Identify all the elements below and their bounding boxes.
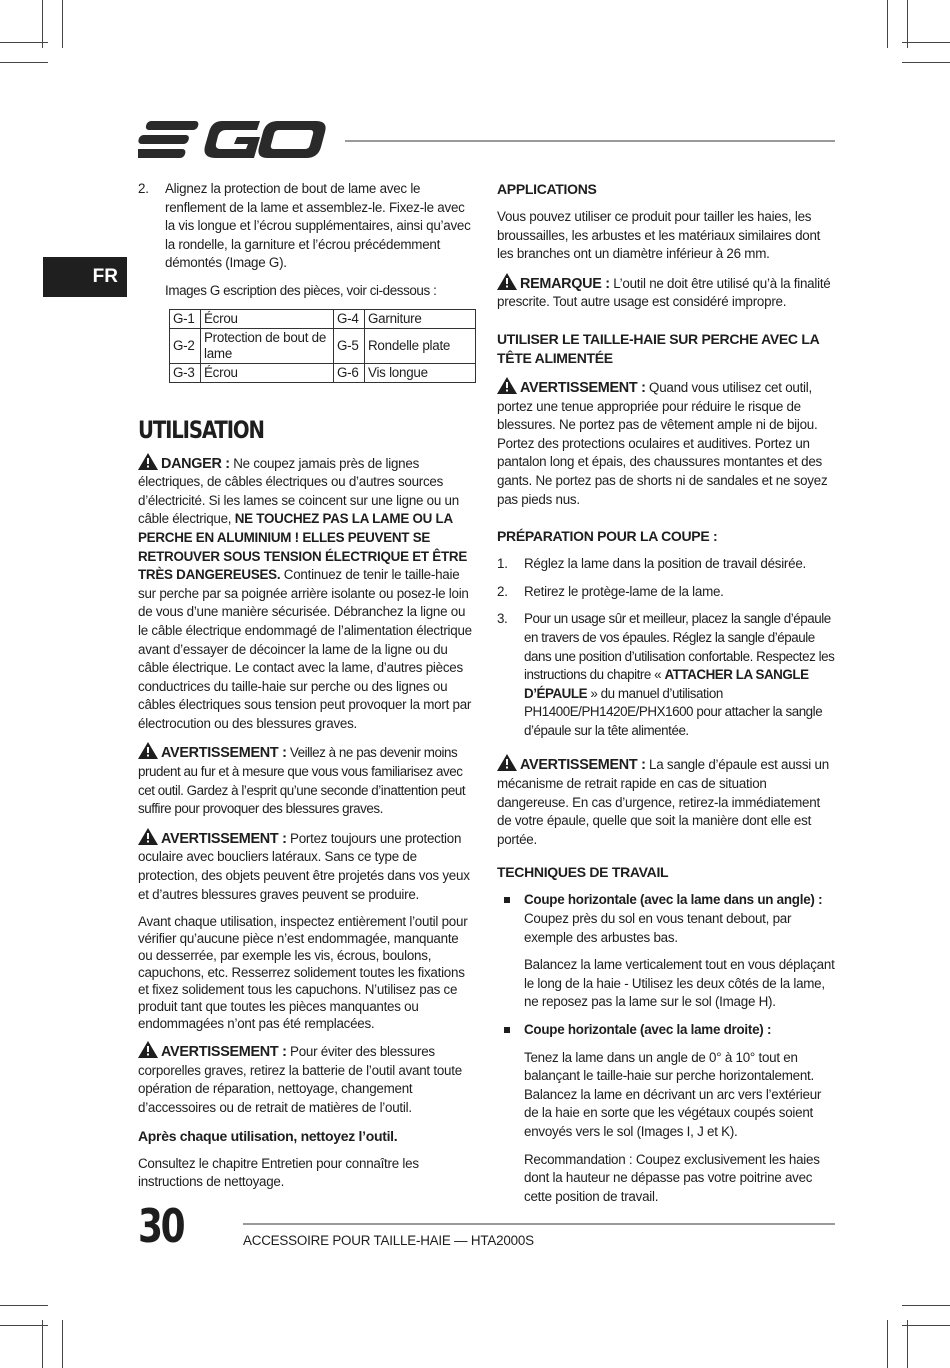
footer-title: ACCESSOIRE POUR TAILLE-HAIE — HTA2000S: [243, 1233, 534, 1248]
section-title: UTILISATION: [138, 415, 264, 444]
crop-mark: [0, 62, 48, 63]
warning-text: Veillez à ne pas devenir moins prudent au fur et à mesure que vous vous familiarisez avec cet outil. Gardez à l’esprit qu’une seconde d’inattention peut suffire pour provoquer des blessures graves.: [138, 745, 466, 817]
step-text: Retirez le protège-lame de la lame.: [524, 583, 724, 599]
table-cell: Vis longue: [365, 363, 476, 382]
crop-mark: [0, 1325, 48, 1326]
warning-triangle-icon: [497, 754, 517, 771]
step-text-part: Pour un usage sûr et meilleur, placez la sangle d’épaule en travers de vos épaules. Réglez la sangle d’épaule dans une position d’utilisation confortable. Respectez les instructions du chapitre «: [524, 611, 835, 683]
note-text: L’outil ne doit être utilisé qu’à la finalité prescrite. Tout autre usage est considéré impropre.: [497, 275, 831, 310]
step-number: 1.: [497, 556, 508, 572]
table-row: [170, 363, 476, 382]
danger-label: DANGER :: [161, 455, 230, 472]
table-cell: Protection de bout de lame: [201, 328, 334, 363]
step-text: Alignez la protection de bout de lame avec le renflement de la lame et assemblez-le. Fixez-le avec la vis longue et l’écrou supplémentaires, ainsi qu’avec la rondelle, la garniture et l’écrou précédemment démontés (Image G).: [165, 181, 471, 271]
warning-label: AVERTISSEMENT :: [161, 830, 287, 847]
step-text: Réglez la lame dans la position de travail désirée.: [524, 556, 807, 572]
warning-text: Portez toujours une protection oculaire avec boucliers latéraux. Sans ce type de protection, des objets peuvent être projetés dans vos yeux et d’autres blessures graves peuvent se produire.: [138, 830, 470, 902]
prep-step-1: [497, 555, 837, 574]
danger-text: Ne coupez jamais près de lignes électriques, de câbles électriques ou d’autres sources d’électricité. Si les lames se coincent sur une ligne ou un câble électrique,: [138, 455, 459, 527]
right-column: [497, 180, 837, 1215]
table-cell: G-4: [334, 309, 365, 328]
inspect-paragraph: Avant chaque utilisation, inspectez entièrement l’outil pour vérifier qu’aucune pièce n’est endommagée, manquante ou desserrée, par exemple les vis, écrous, boulons, capuchons, etc. Resserrez solidement toutes les fixations et fixez solidement tous les capuchons. N’utilisez pas ce produit tant que toutes les pièces manquantes ou endommagées n’ont pas été remplacées.: [138, 914, 468, 1032]
crop-mark: [907, 1320, 908, 1368]
ego-logo: [138, 118, 328, 162]
bullet-content: [524, 891, 837, 947]
warning-text: La sangle d’épaule est aussi un mécanisme de retrait rapide en cas de situation dangereuse. En cas d’urgence, retirez-la immédiatement de votre épaule, quelle que soit la manière dont elle est portée.: [497, 757, 829, 847]
step-number: 2.: [138, 181, 149, 196]
technique-paragraph: Balancez la lame verticalement tout en vous déplaçant le long de la haie - Utilisez les deux côtés de la lame, ne reposez pas la lame sur le sol (Image H).: [524, 957, 835, 1010]
technique-paragraph: Tenez la lame dans un angle de 0° à 10° tout en balançant le taille-haie sur perche horizontalement. Balancez la lame en décrivant un arc vers l’extérieur de la haie en sorte que les végétaux coupés soient envoyés vers le sol (Images I, J et K).: [524, 1049, 822, 1139]
crop-mark: [0, 1305, 48, 1306]
warning-notice: [138, 828, 476, 904]
step-text-part: » du manuel d’utilisation PH1400E/PH1420E/PHX1600 pour attacher la sangle d’épaule sur la tête alimentée.: [524, 685, 823, 738]
table-row: [170, 328, 476, 363]
danger-notice: [138, 453, 476, 734]
step-number: 3.: [497, 611, 508, 627]
table-cell: G-6: [334, 363, 365, 382]
crop-mark: [62, 1320, 63, 1368]
bullet-square-icon: [497, 891, 524, 947]
crop-mark: [0, 42, 48, 43]
bullet-content: [524, 1021, 837, 1040]
warning-notice: [138, 742, 476, 818]
page-number: 30: [138, 1199, 184, 1253]
warning-triangle-icon: [138, 828, 158, 845]
crop-mark: [887, 1320, 888, 1368]
table-cell: Rondelle plate: [365, 328, 476, 363]
warning-label: AVERTISSEMENT :: [520, 379, 646, 396]
table-cell: G-2: [170, 328, 201, 363]
crop-mark: [42, 1320, 43, 1368]
technique-bullet: [497, 891, 837, 947]
crop-mark: [902, 1305, 950, 1306]
crop-mark: [902, 62, 950, 63]
table-cell: G-1: [170, 309, 201, 328]
step-text: [524, 610, 837, 740]
bullet-text: Coupez près du sol en vous tenant debout, par exemple des arbustes bas.: [524, 911, 792, 945]
footer-rule: [243, 1223, 835, 1225]
header-rule: [345, 140, 835, 142]
techniques-heading: TECHNIQUES DE TRAVAIL: [497, 864, 669, 881]
crop-mark: [887, 0, 888, 48]
warning-notice: [497, 754, 837, 849]
warning-triangle-icon: [138, 742, 158, 759]
crop-mark: [902, 42, 950, 43]
step-number: 2.: [497, 583, 508, 599]
crop-mark: [902, 1325, 950, 1326]
image-caption: Images G escription des pièces, voir ci-dessous :: [165, 282, 437, 298]
applications-heading: APPLICATIONS: [497, 181, 597, 197]
table-cell: G-5: [334, 328, 365, 363]
warning-triangle-icon: [138, 453, 158, 470]
warning-notice: [138, 1041, 476, 1117]
warning-text: Quand vous utilisez cet outil, portez une tenue appropriée pour réduire le risque de blessures. Ne portez pas de vêtement ample ni de bijou. Portez des protections oculaires et auditives. Portez un pantalon long et épais, des chaussures montantes et des gants. Ne portez pas de shorts ni de sandales et ne soyez pas pieds nus.: [497, 379, 828, 507]
warning-notice: [497, 377, 837, 509]
bullet-title: Coupe horizontale (avec la lame dans un angle) :: [524, 892, 823, 908]
warning-triangle-icon: [497, 377, 517, 394]
technique-paragraph: Recommandation : Coupez exclusivement les haies dont la hauteur ne dépasse pas votre poitrine avec cette position de travail.: [524, 1151, 820, 1204]
after-use-heading: Après chaque utilisation, nettoyez l’outil.: [138, 1127, 398, 1144]
after-use-text: Consultez le chapitre Entretien pour connaître les instructions de nettoyage.: [138, 1155, 419, 1190]
use-heading: UTILISER LE TAILLE-HAIE SUR PERCHE AVEC LA TÊTE ALIMENTÉE: [497, 330, 819, 366]
table-cell: Écrou: [201, 309, 334, 328]
left-column: [138, 180, 476, 1201]
crop-mark: [907, 0, 908, 48]
warning-triangle-icon: [497, 273, 517, 290]
bullet-title: Coupe horizontale (avec la lame droite) :: [524, 1022, 772, 1037]
crop-mark: [42, 0, 43, 48]
prep-step-2: [497, 583, 837, 602]
warning-text: Pour éviter des blessures corporelles graves, retirez la batterie de l’outil avant toute opération de réparation, nettoyage, changement d’accessoires ou de retrait de matières de l’outil.: [138, 1044, 462, 1115]
crop-mark: [62, 0, 63, 48]
applications-text: Vous pouvez utiliser ce produit pour tailler les haies, les broussailles, les arbustes et les matériaux similaires dont les branches ont un diamètre inférieur à 26 mm.: [497, 209, 821, 262]
table-cell: Garniture: [365, 309, 476, 328]
table-row: [170, 309, 476, 328]
danger-text-continued: Continuez de tenir le taille-haie sur perche par sa poignée arrière isolante ou posez-le loin de vous d’une manière sécurisée. Débranchez la ligne ou le câble électrique endommagé de l’alimentation électrique avant d’essayer de décoincer la lame de la ligne ou du câble électrique. Le contact avec la lame, d’autres pièces conductrices du taille-haie sur perche ou des lignes ou câbles électriques sous tension peut provoquer la mort par électrocution ou des blessures graves.: [138, 567, 472, 731]
note-notice: [497, 273, 837, 312]
step-bold-text: ATTACHER LA SANGLE D’ÉPAULE: [524, 667, 809, 701]
note-label: REMARQUE :: [520, 275, 610, 292]
warning-label: AVERTISSEMENT :: [520, 757, 646, 774]
bullet-square-icon: [497, 1021, 524, 1040]
assembly-step-2: [138, 180, 476, 273]
table-cell: Écrou: [201, 363, 334, 382]
technique-bullet: [497, 1021, 837, 1040]
prep-heading: PRÉPARATION POUR LA COUPE :: [497, 528, 718, 545]
parts-table: [169, 309, 476, 383]
table-cell: G-3: [170, 363, 201, 382]
language-tab: FR: [43, 257, 127, 297]
warning-label: AVERTISSEMENT :: [161, 1044, 287, 1061]
danger-bold-text: NE TOUCHEZ PAS LA LAME OU LA PERCHE EN ALUMINIUM ! ELLES PEUVENT SE RETROUVER SOUS TENSION ÉLECTRIQUE ET ÊTRE TRÈS DANGEREUSES.: [138, 511, 468, 583]
prep-step-3: [497, 610, 837, 740]
warning-triangle-icon: [138, 1041, 158, 1058]
warning-label: AVERTISSEMENT :: [161, 745, 287, 762]
